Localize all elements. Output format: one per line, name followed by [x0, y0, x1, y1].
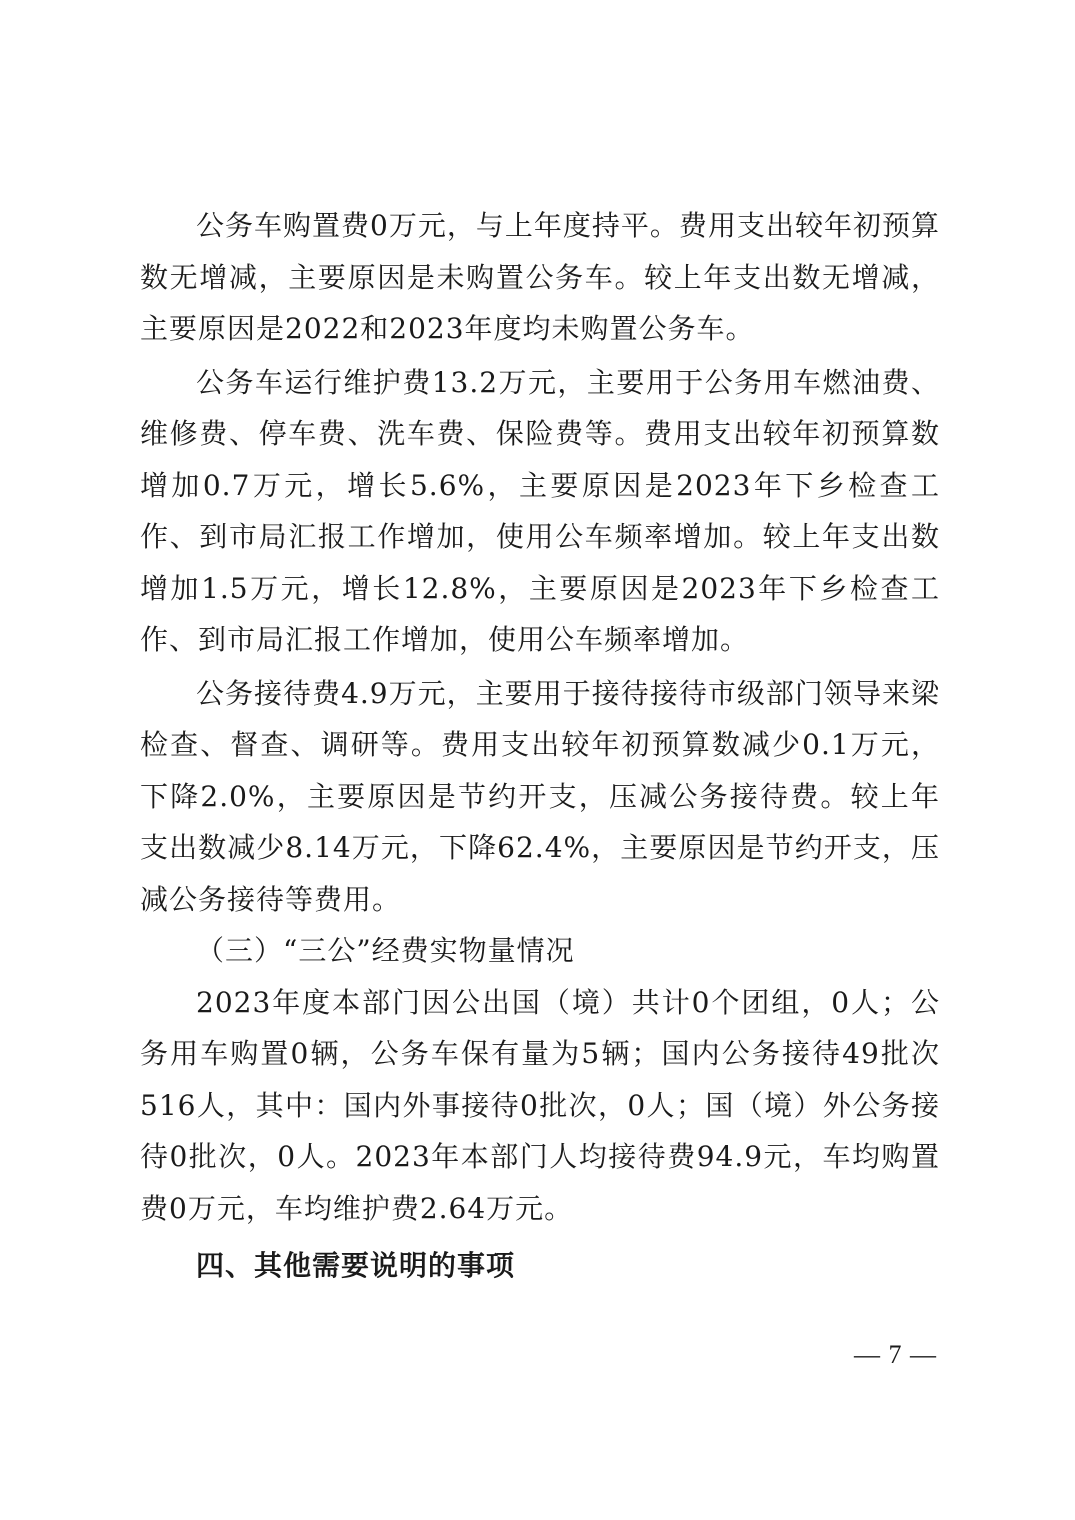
paragraph-vehicle-maintenance: 公务车运行维护费13.2万元，主要用于公务用车燃油费、维修费、停车费、洗车费、保险费等。费用支出较年初预算数增加0.7万元，增长5.6%，主要原因是2023年下乡检查工作、到市局汇报工作增加，使用公车频率增加。较上年支出数增加1.5万元，增长12.8%，主要原因是2023年下乡检查工作、到市局汇报工作增加，使用公车频率增加。 [140, 365, 940, 656]
page-number: — 7 — [854, 1340, 937, 1369]
document-body [140, 200, 940, 1292]
paragraph-vehicle-purchase: 公务车购置费0万元，与上年度持平。费用支出较年初预算数无增减，主要原因是未购置公务车。较上年支出数无增减，主要原因是2022和2023年度均未购置公务车。 [140, 209, 940, 345]
section-heading-four: 四、其他需要说明的事项 [196, 1249, 516, 1282]
paragraph-reception: 公务接待费4.9万元，主要用于接待接待市级部门领导来梁检查、督查、调研等。费用支出较年初预算数减少0.1万元，下降2.0%，主要原因是节约开支，压减公务接待费。较上年支出数减少8.14万元，下降62.4%，主要原因是节约开支，压减公务接待等费用。 [140, 676, 940, 916]
paragraph-physical-quantity: 2023年度本部门因公出国（境）共计0个团组，0人；公务用车购置0辆，公务车保有量为5辆；国内公务接待49批次516人，其中：国内外事接待0批次，0人；国（境）外公务接待0批次，0人。2023年本部门人均接待费94.9元，车均购置费0万元，车均维护费2.64万元。 [140, 985, 940, 1225]
subsection-heading-three: （三）“三公”经费实物量情况 [196, 934, 575, 967]
